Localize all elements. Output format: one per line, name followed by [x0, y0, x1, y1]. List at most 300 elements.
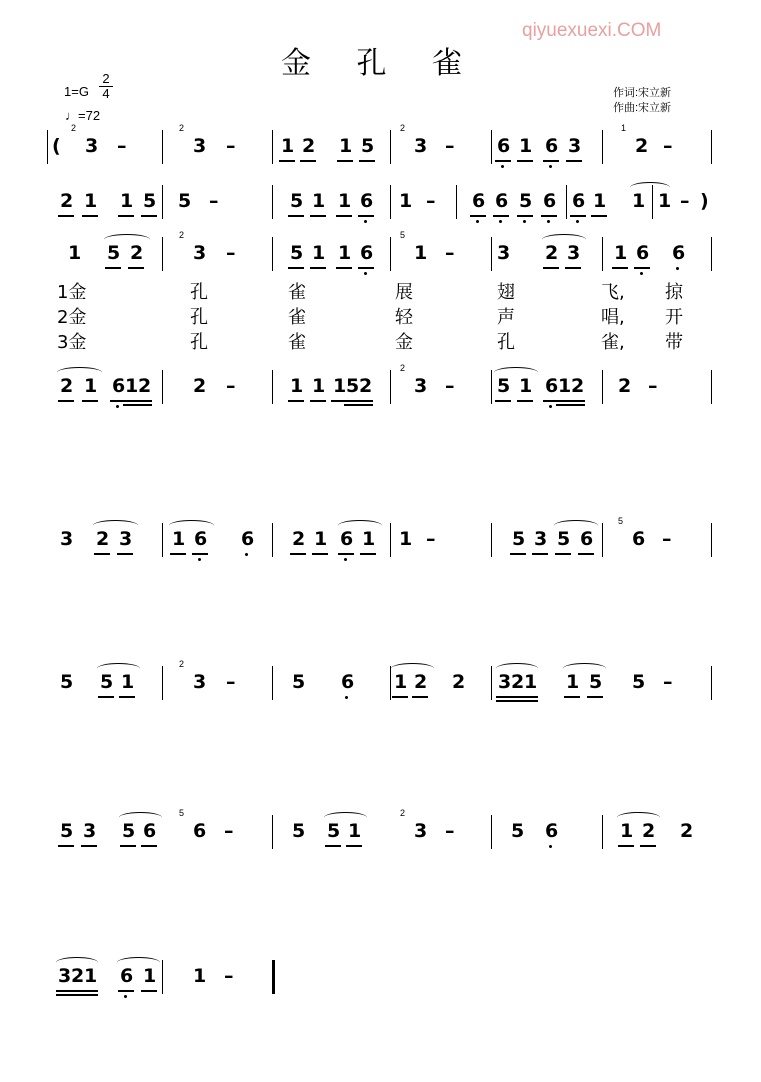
note: 1 — [399, 528, 413, 550]
lyric-syllable: 雀 — [288, 307, 306, 328]
note: 1 — [658, 190, 672, 212]
slur — [56, 957, 98, 968]
lyric-syllable: 带 — [665, 332, 683, 353]
slur — [563, 663, 606, 674]
note: 6 — [495, 190, 509, 212]
barline — [390, 237, 391, 271]
barline — [491, 370, 492, 404]
grace-note: 2 — [400, 123, 406, 133]
underline — [566, 160, 582, 162]
barline — [47, 130, 48, 164]
note: – — [663, 135, 673, 157]
underline — [618, 845, 634, 847]
barline — [602, 237, 603, 271]
underline — [359, 160, 375, 162]
underline — [300, 160, 316, 162]
slur — [494, 367, 538, 378]
note: 6 — [497, 135, 511, 157]
underline — [612, 267, 628, 269]
note: 1 — [519, 375, 533, 397]
barline — [162, 130, 163, 164]
note: 3 — [497, 242, 511, 264]
note: 5 — [519, 190, 533, 212]
lyric-syllable: 1金 — [57, 282, 87, 303]
note: 6 — [112, 375, 126, 397]
note: – — [663, 671, 673, 693]
slur — [117, 957, 160, 968]
underline — [128, 267, 144, 269]
note: 3 — [414, 135, 428, 157]
underline — [288, 267, 304, 269]
underline — [587, 696, 603, 698]
underline — [170, 553, 186, 555]
note: 5 — [512, 528, 526, 550]
note: 2 — [130, 242, 144, 264]
underline — [495, 400, 511, 402]
note: 2 — [302, 135, 316, 157]
slur — [169, 520, 214, 531]
low-octave-dot — [501, 165, 504, 168]
note: 6 — [360, 242, 374, 264]
note: 1 — [68, 242, 82, 264]
underline — [58, 400, 74, 402]
grace-note: 2 — [179, 123, 185, 133]
barline — [390, 130, 391, 164]
barline — [390, 370, 391, 404]
lyric-syllable: 掠 — [665, 282, 683, 303]
grace-note: 2 — [400, 808, 406, 818]
underline — [543, 267, 559, 269]
underline — [358, 215, 374, 217]
underline — [470, 215, 486, 217]
note: 3 — [193, 671, 207, 693]
note: 5 — [100, 671, 114, 693]
grace-note: 2 — [400, 363, 406, 373]
note: 5 — [589, 671, 603, 693]
underline — [82, 990, 98, 992]
note: 6 — [545, 135, 559, 157]
note: 3 — [119, 528, 133, 550]
staff-row — [0, 516, 761, 563]
note: 2 — [680, 820, 694, 842]
underline — [141, 990, 157, 992]
note: 1 — [312, 190, 326, 212]
note: 5 — [327, 820, 341, 842]
note: – — [445, 375, 455, 397]
staff-row — [0, 230, 761, 277]
note: 1 — [339, 135, 353, 157]
underline — [570, 215, 586, 217]
note: – — [426, 528, 436, 550]
note: 5 — [497, 375, 511, 397]
note: 1 — [338, 242, 352, 264]
note: 2 — [635, 135, 649, 157]
note: 3 — [85, 135, 99, 157]
slur — [97, 663, 140, 674]
note: 1 — [121, 671, 135, 693]
note: 3 — [60, 528, 74, 550]
watermark: qiyuexuexi.COM — [522, 20, 662, 41]
note: 5 — [290, 242, 304, 264]
underline — [517, 160, 533, 162]
time-signature — [99, 72, 113, 101]
note: 5 — [60, 820, 74, 842]
slur — [554, 520, 598, 531]
barline — [272, 523, 273, 557]
barline — [162, 237, 163, 271]
lyric-syllable: 雀 — [288, 332, 306, 353]
barline — [272, 370, 273, 404]
underline — [279, 160, 295, 162]
note: 2 — [642, 820, 656, 842]
note: 3 — [83, 820, 97, 842]
note: 1 — [362, 528, 376, 550]
lyric-syllable: 孔 — [190, 307, 208, 328]
underline — [392, 696, 408, 698]
barline — [272, 815, 273, 849]
note: 1 — [399, 190, 413, 212]
low-octave-dot — [198, 558, 201, 561]
note: 5 — [178, 190, 192, 212]
grace-note: 1 — [621, 123, 627, 133]
barline — [711, 523, 712, 557]
note: 2 — [359, 375, 373, 397]
note: 1 — [614, 242, 628, 264]
note: 3 — [414, 375, 428, 397]
note: 1 — [281, 135, 295, 157]
underline — [81, 845, 97, 847]
note: 1 — [314, 528, 328, 550]
underline — [310, 267, 326, 269]
note: 2 — [511, 671, 525, 693]
staff-row — [0, 808, 761, 855]
underline — [98, 696, 114, 698]
staff-row — [0, 185, 761, 225]
low-octave-dot — [499, 220, 502, 223]
note: 5 — [122, 820, 136, 842]
slur — [496, 663, 538, 674]
low-octave-dot — [676, 267, 679, 270]
lyric-syllable: 孔 — [190, 282, 208, 303]
barline — [602, 815, 603, 849]
staff-row — [0, 960, 761, 1000]
barline — [491, 666, 492, 700]
note: 5 — [143, 190, 157, 212]
note: 2 — [60, 375, 74, 397]
note: 1 — [519, 135, 533, 157]
underline — [493, 215, 509, 217]
underline — [522, 696, 538, 698]
note: 5 — [290, 190, 304, 212]
note: 3 — [414, 820, 428, 842]
underline — [136, 404, 152, 406]
note: 6 — [636, 242, 650, 264]
barline — [491, 237, 492, 271]
grace-note: 5 — [400, 230, 406, 240]
lyric-syllable: 金 — [395, 332, 413, 353]
underline — [578, 553, 594, 555]
note: 5 — [107, 242, 121, 264]
note: 1 — [312, 242, 326, 264]
underline — [346, 845, 362, 847]
barline — [491, 815, 492, 849]
underline — [360, 553, 376, 555]
slur — [617, 812, 660, 823]
lyric-syllable: 孔 — [497, 332, 515, 353]
note: 1 — [348, 820, 362, 842]
lyric-line — [0, 328, 761, 353]
note: 2 — [414, 671, 428, 693]
low-octave-dot — [547, 220, 550, 223]
underline — [288, 400, 304, 402]
note: – — [662, 528, 672, 550]
slur — [391, 663, 434, 674]
underline — [565, 267, 581, 269]
note: 2 — [545, 242, 559, 264]
note: 1 — [84, 965, 98, 987]
note: 2 — [292, 528, 306, 550]
note: 6 — [672, 242, 686, 264]
low-octave-dot — [116, 405, 119, 408]
barline — [162, 960, 163, 994]
slur — [93, 520, 138, 531]
underline — [94, 553, 110, 555]
note: 1 — [143, 965, 157, 987]
underline — [357, 404, 373, 406]
note: 5 — [346, 375, 360, 397]
underline — [82, 400, 98, 402]
lyricist-credit: 作词:宋立新 — [613, 87, 672, 99]
note: 6 — [472, 190, 486, 212]
note: 6 — [194, 528, 208, 550]
slur — [104, 234, 150, 245]
note: 2 — [571, 375, 585, 397]
note: – — [117, 135, 127, 157]
note: 5 — [292, 820, 306, 842]
note: ( — [52, 135, 61, 157]
note: 6 — [632, 528, 646, 550]
grace-note: 2 — [71, 123, 77, 133]
barline — [602, 370, 603, 404]
note: – — [445, 820, 455, 842]
note: – — [648, 375, 658, 397]
underline — [517, 400, 533, 402]
note: – — [680, 190, 690, 212]
underline — [310, 400, 326, 402]
slur — [338, 520, 382, 531]
barline — [491, 130, 492, 164]
note: 5 — [511, 820, 525, 842]
note: 3 — [568, 135, 582, 157]
underline — [522, 700, 538, 702]
underline — [136, 400, 152, 402]
note: 1 — [193, 965, 207, 987]
slur — [324, 812, 367, 823]
note: 5 — [557, 528, 571, 550]
lyric-syllable: 3金 — [57, 332, 87, 353]
note: 1 — [593, 190, 607, 212]
note: 1 — [620, 820, 634, 842]
slur — [119, 812, 162, 823]
note: 3 — [567, 242, 581, 264]
low-octave-dot — [549, 165, 552, 168]
note: 1 — [394, 671, 408, 693]
barline — [602, 523, 603, 557]
note: 6 — [545, 820, 559, 842]
lyric-line — [0, 303, 761, 328]
quarter-note-icon: ♩ — [65, 108, 78, 123]
note: 2 — [60, 190, 74, 212]
underline — [118, 215, 134, 217]
note: 6 — [340, 528, 354, 550]
underline — [336, 267, 352, 269]
underline — [337, 160, 353, 162]
underline — [634, 267, 650, 269]
note: 1 — [566, 671, 580, 693]
low-octave-dot — [549, 845, 552, 848]
underline — [82, 994, 98, 996]
grace-note: 5 — [179, 808, 185, 818]
note: 1 — [632, 190, 646, 212]
tempo-marking — [65, 108, 100, 123]
low-octave-dot — [640, 272, 643, 275]
underline — [640, 845, 656, 847]
note: 1 — [558, 375, 572, 397]
note: 6 — [545, 375, 559, 397]
note: 1 — [414, 242, 428, 264]
underline — [141, 215, 157, 217]
lyric-syllable: 开 — [665, 307, 683, 328]
barline — [711, 237, 712, 271]
barline — [272, 666, 273, 700]
underline — [325, 845, 341, 847]
note: – — [226, 135, 236, 157]
low-octave-dot — [364, 220, 367, 223]
note: 1 — [84, 375, 98, 397]
note: – — [226, 671, 236, 693]
note: 3 — [534, 528, 548, 550]
note: 6 — [572, 190, 586, 212]
underline — [569, 404, 585, 406]
note: 6 — [543, 190, 557, 212]
note: ) — [700, 190, 709, 212]
grace-note: 2 — [179, 659, 185, 669]
underline — [118, 990, 134, 992]
note: 5 — [361, 135, 375, 157]
lyric-syllable: 飞, — [601, 282, 625, 303]
low-octave-dot — [345, 696, 348, 699]
slur — [542, 234, 586, 245]
barline — [390, 185, 391, 219]
underline — [510, 553, 526, 555]
note: 6 — [143, 820, 157, 842]
staff-row — [0, 659, 761, 706]
barline — [390, 523, 391, 557]
tempo-value: =72 — [78, 108, 101, 123]
underline — [495, 160, 511, 162]
low-octave-dot — [549, 405, 552, 408]
note: 5 — [292, 671, 306, 693]
barline — [711, 370, 712, 404]
note: 1 — [125, 375, 139, 397]
underline — [591, 215, 607, 217]
barline — [456, 185, 457, 219]
underline — [290, 553, 306, 555]
note: 2 — [71, 965, 85, 987]
barline — [162, 185, 163, 219]
lyric-syllable: 雀, — [601, 332, 625, 353]
slur — [630, 182, 670, 193]
composer-credit: 作曲:宋立新 — [613, 102, 672, 114]
meter-top: 2 — [102, 71, 110, 86]
note: – — [445, 242, 455, 264]
note: 5 — [632, 671, 646, 693]
note: 1 — [290, 375, 304, 397]
underline — [105, 267, 121, 269]
note: 6 — [360, 190, 374, 212]
underline — [543, 160, 559, 162]
barline — [162, 370, 163, 404]
note: 6 — [580, 528, 594, 550]
underline — [555, 553, 571, 555]
note: 2 — [193, 375, 207, 397]
grace-note: 2 — [179, 230, 185, 240]
lyric-syllable: 声 — [497, 307, 515, 328]
slur — [57, 367, 102, 378]
low-octave-dot — [476, 220, 479, 223]
note: 1 — [333, 375, 347, 397]
underline — [412, 696, 428, 698]
note: – — [445, 135, 455, 157]
note: 2 — [618, 375, 632, 397]
note: 6 — [120, 965, 134, 987]
note: 1 — [120, 190, 134, 212]
barline — [162, 666, 163, 700]
lyric-syllable: 唱, — [601, 307, 625, 328]
underline — [310, 215, 326, 217]
note: 6 — [341, 671, 355, 693]
underline — [141, 845, 157, 847]
note: 6 — [241, 528, 255, 550]
note: – — [226, 375, 236, 397]
underline — [564, 696, 580, 698]
note: 3 — [58, 965, 72, 987]
lyric-syllable: 雀 — [288, 282, 306, 303]
note: 1 — [84, 190, 98, 212]
lyric-syllable: 翅 — [497, 282, 515, 303]
underline — [192, 553, 208, 555]
note: – — [224, 820, 234, 842]
underline — [119, 696, 135, 698]
note: 1 — [172, 528, 186, 550]
lyric-line — [0, 278, 761, 303]
note: 5 — [60, 671, 74, 693]
barline — [566, 185, 567, 219]
underline — [358, 267, 374, 269]
low-octave-dot — [576, 220, 579, 223]
low-octave-dot — [124, 995, 127, 998]
underline — [117, 553, 133, 555]
lyric-syllable: 展 — [395, 282, 413, 303]
barline — [272, 185, 273, 219]
underline — [58, 215, 74, 217]
note: 3 — [498, 671, 512, 693]
note: 3 — [193, 135, 207, 157]
underline — [338, 553, 354, 555]
underline — [336, 215, 352, 217]
underline — [288, 215, 304, 217]
note: 2 — [138, 375, 152, 397]
